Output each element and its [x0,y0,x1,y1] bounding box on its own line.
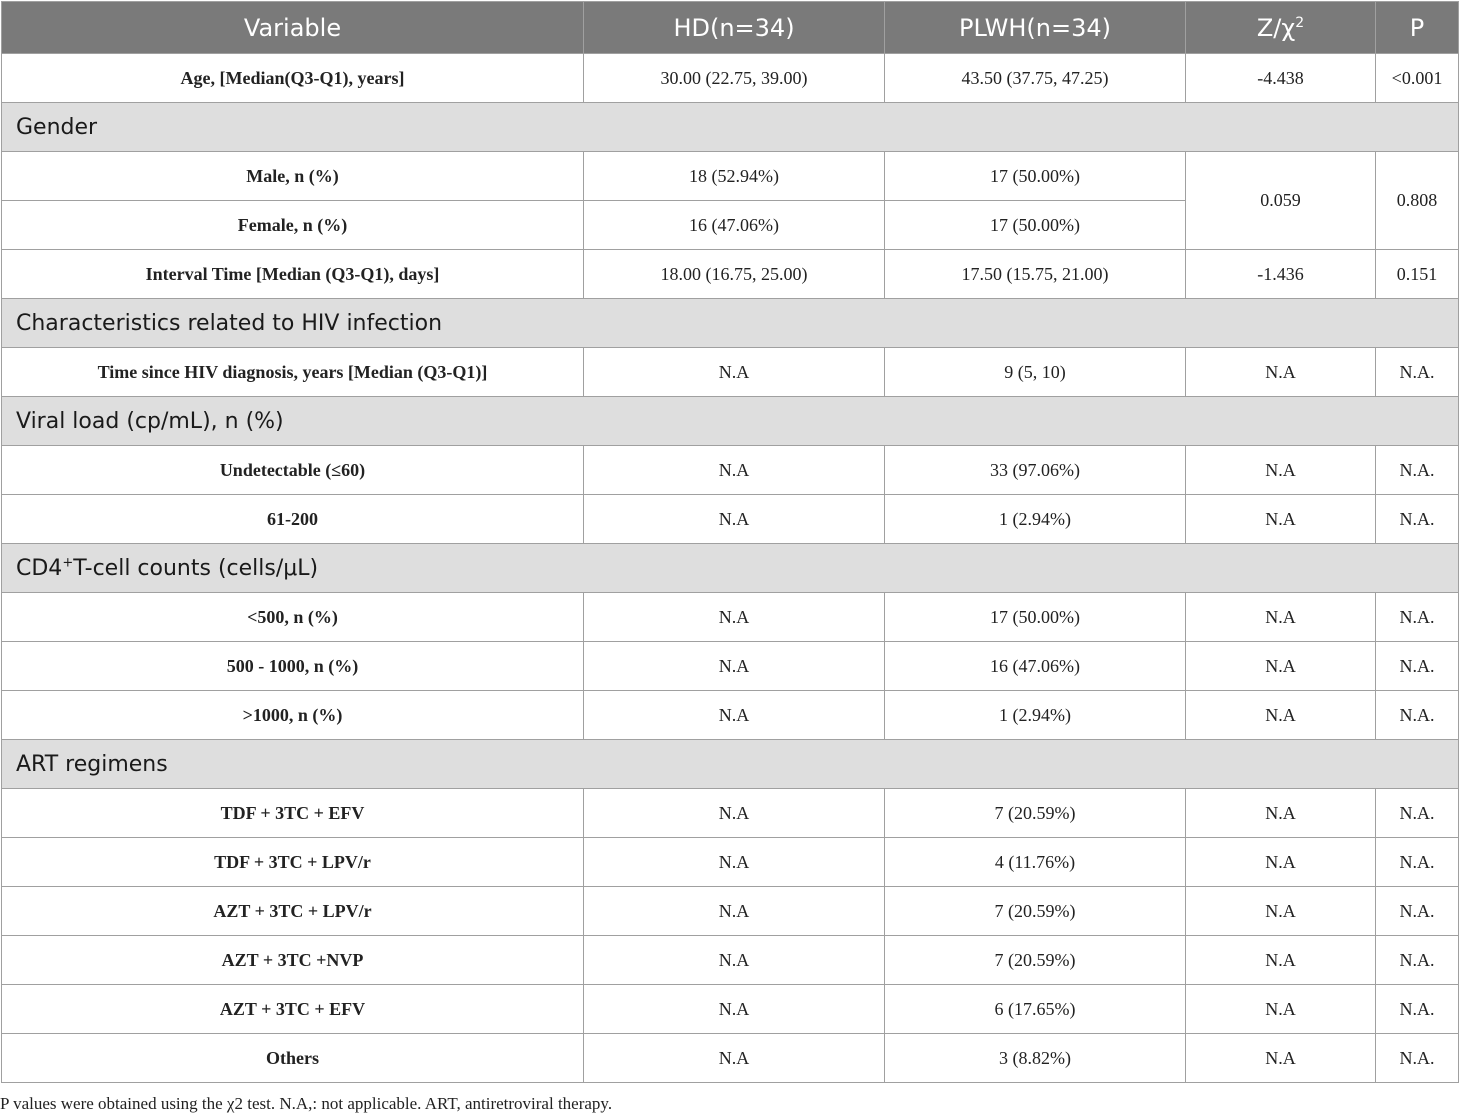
table-row [2,250,1459,299]
row-label: TDF + 3TC + LPV/r [2,838,584,887]
row-label: Undetectable (≤60) [2,446,584,495]
cell-stat: N.A [1186,593,1376,642]
cell-hd: N.A [584,985,885,1034]
row-label: 61-200 [2,495,584,544]
cell-p: N.A. [1376,936,1459,985]
header-plwh: PLWH(n=34) [885,2,1186,54]
row-label: Interval Time [Median (Q3-Q1), days] [2,250,584,299]
row-label: AZT + 3TC + LPV/r [2,887,584,936]
cell-plwh: 3 (8.82%) [885,1034,1186,1083]
cell-stat: N.A [1186,789,1376,838]
cell-plwh: 17 (50.00%) [885,201,1186,250]
cell-plwh: 1 (2.94%) [885,691,1186,740]
table-row [2,887,1459,936]
cell-stat: N.A [1186,887,1376,936]
header-stat-label: Z/χ [1256,13,1296,42]
cell-stat: N.A [1186,985,1376,1034]
cell-p: <0.001 [1376,54,1459,103]
cell-plwh: 7 (20.59%) [885,887,1186,936]
cell-stat: N.A [1186,691,1376,740]
cell-p: N.A. [1376,789,1459,838]
table-row [2,348,1459,397]
table-row [2,446,1459,495]
cell-plwh: 33 (97.06%) [885,446,1186,495]
cell-p: N.A. [1376,1034,1459,1083]
section-viral-load: Viral load (cp/mL), n (%) [2,397,1459,446]
table-row [2,789,1459,838]
cell-stat: N.A [1186,642,1376,691]
section-gender: Gender [2,103,1459,152]
characteristics-table [1,1,1459,1083]
row-label: AZT + 3TC +NVP [2,936,584,985]
cell-plwh: 1 (2.94%) [885,495,1186,544]
cell-p: 0.808 [1376,152,1459,250]
cell-hd: N.A [584,936,885,985]
section-cd4-sup: + [62,555,74,571]
header-p: P [1376,2,1459,54]
table-row [2,838,1459,887]
cell-plwh: 17.50 (15.75, 21.00) [885,250,1186,299]
cell-stat: -4.438 [1186,54,1376,103]
row-label: <500, n (%) [2,593,584,642]
cell-p: N.A. [1376,446,1459,495]
header-stat-sup: 2 [1295,14,1305,31]
cell-p: N.A. [1376,642,1459,691]
table-row [2,593,1459,642]
cell-hd: N.A [584,446,885,495]
table-row [2,936,1459,985]
table-row [2,1034,1459,1083]
cell-hd: N.A [584,348,885,397]
section-hiv: Characteristics related to HIV infection [2,299,1459,348]
cell-hd: N.A [584,789,885,838]
table-row [2,152,1459,201]
section-art: ART regimens [2,740,1459,789]
row-label: Time since HIV diagnosis, years [Median (Q3-Q1)] [2,348,584,397]
cell-hd: 18 (52.94%) [584,152,885,201]
cell-p: N.A. [1376,838,1459,887]
row-label: Male, n (%) [2,152,584,201]
cell-hd: N.A [584,495,885,544]
section-cd4-prefix: CD4 [16,555,63,581]
cell-plwh: 43.50 (37.75, 47.25) [885,54,1186,103]
cell-stat: N.A [1186,495,1376,544]
table-footnote: P values were obtained using the χ2 test. N.A,: not applicable. ART, antiretroviral therapy. [0,1094,613,1113]
cell-stat: N.A [1186,446,1376,495]
table-row [2,495,1459,544]
section-cd4-suffix: T-cell counts (cells/μL) [73,555,319,581]
cell-hd: 30.00 (22.75, 39.00) [584,54,885,103]
table-row [2,691,1459,740]
cell-hd: N.A [584,593,885,642]
table-row [2,642,1459,691]
cell-hd: N.A [584,642,885,691]
cell-plwh: 16 (47.06%) [885,642,1186,691]
cell-p: N.A. [1376,985,1459,1034]
cell-hd: N.A [584,1034,885,1083]
cell-stat: N.A [1186,1034,1376,1083]
table-row [2,985,1459,1034]
cell-plwh: 4 (11.76%) [885,838,1186,887]
table-row [2,54,1459,103]
cell-p: N.A. [1376,348,1459,397]
cell-hd: N.A [584,887,885,936]
cell-stat: N.A [1186,838,1376,887]
section-row [2,740,1459,789]
cell-plwh: 7 (20.59%) [885,936,1186,985]
section-row [2,544,1459,593]
row-label: 500 - 1000, n (%) [2,642,584,691]
header-variable: Variable [2,2,584,54]
section-cd4 [2,544,1459,593]
cell-plwh: 17 (50.00%) [885,593,1186,642]
cell-hd: 16 (47.06%) [584,201,885,250]
section-row [2,299,1459,348]
cell-p: N.A. [1376,495,1459,544]
row-label: Female, n (%) [2,201,584,250]
cell-plwh: 7 (20.59%) [885,789,1186,838]
cell-plwh: 6 (17.65%) [885,985,1186,1034]
header-hd: HD(n=34) [584,2,885,54]
cell-plwh: 9 (5, 10) [885,348,1186,397]
cell-stat: 0.059 [1186,152,1376,250]
cell-p: N.A. [1376,593,1459,642]
cell-p: N.A. [1376,887,1459,936]
cell-p: N.A. [1376,691,1459,740]
row-label: AZT + 3TC + EFV [2,985,584,1034]
section-row [2,103,1459,152]
cell-stat: -1.436 [1186,250,1376,299]
cell-hd: 18.00 (16.75, 25.00) [584,250,885,299]
cell-hd: N.A [584,838,885,887]
header-row [2,2,1459,54]
section-row [2,397,1459,446]
row-label: Age, [Median(Q3-Q1), years] [2,54,584,103]
cell-hd: N.A [584,691,885,740]
row-label: >1000, n (%) [2,691,584,740]
row-label: TDF + 3TC + EFV [2,789,584,838]
cell-stat: N.A [1186,348,1376,397]
cell-p: 0.151 [1376,250,1459,299]
cell-stat: N.A [1186,936,1376,985]
row-label: Others [2,1034,584,1083]
header-stat [1186,2,1376,54]
cell-plwh: 17 (50.00%) [885,152,1186,201]
